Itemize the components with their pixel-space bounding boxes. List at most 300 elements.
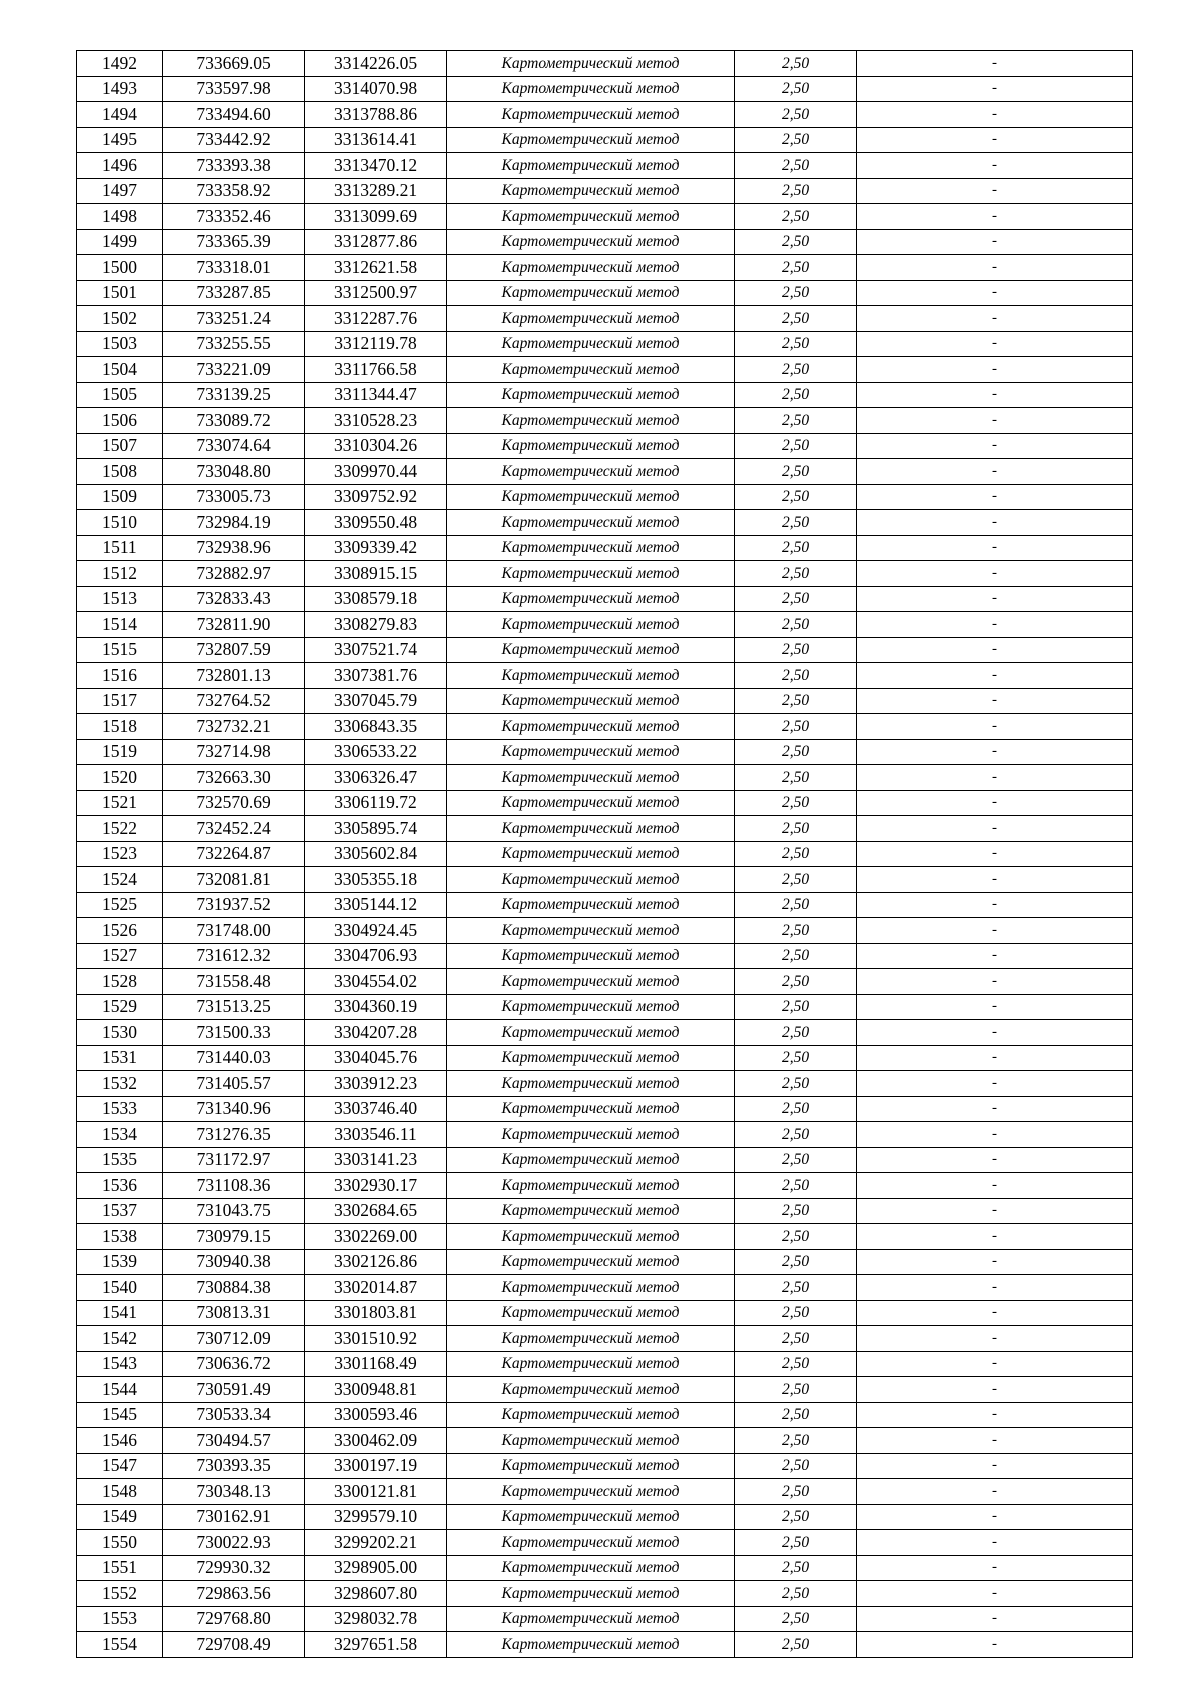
accuracy-cell: 2,50 bbox=[735, 790, 857, 816]
note-cell: - bbox=[857, 816, 1133, 842]
table-row bbox=[77, 1555, 1133, 1581]
point-number-cell: 1496 bbox=[77, 153, 163, 179]
accuracy-cell: 2,50 bbox=[735, 1071, 857, 1097]
method-cell: Картометрический метод bbox=[447, 1428, 735, 1454]
note-cell: - bbox=[857, 535, 1133, 561]
x-coordinate-cell: 731558.48 bbox=[163, 969, 305, 995]
method-cell: Картометрический метод bbox=[447, 1632, 735, 1658]
method-cell: Картометрический метод bbox=[447, 1555, 735, 1581]
accuracy-cell: 2,50 bbox=[735, 1555, 857, 1581]
note-cell: - bbox=[857, 1428, 1133, 1454]
method-cell: Картометрический метод bbox=[447, 331, 735, 357]
note-cell: - bbox=[857, 714, 1133, 740]
point-number-cell: 1524 bbox=[77, 867, 163, 893]
accuracy-cell: 2,50 bbox=[735, 1045, 857, 1071]
table-row bbox=[77, 178, 1133, 204]
x-coordinate-cell: 731748.00 bbox=[163, 918, 305, 944]
x-coordinate-cell: 733365.39 bbox=[163, 229, 305, 255]
y-coordinate-cell: 3307045.79 bbox=[305, 688, 447, 714]
method-cell: Картометрический метод bbox=[447, 459, 735, 485]
note-cell: - bbox=[857, 1632, 1133, 1658]
method-cell: Картометрический метод bbox=[447, 663, 735, 689]
accuracy-cell: 2,50 bbox=[735, 153, 857, 179]
note-cell: - bbox=[857, 943, 1133, 969]
x-coordinate-cell: 733287.85 bbox=[163, 280, 305, 306]
point-number-cell: 1552 bbox=[77, 1581, 163, 1607]
point-number-cell: 1508 bbox=[77, 459, 163, 485]
table-row bbox=[77, 1275, 1133, 1301]
note-cell: - bbox=[857, 510, 1133, 536]
y-coordinate-cell: 3299202.21 bbox=[305, 1530, 447, 1556]
x-coordinate-cell: 732570.69 bbox=[163, 790, 305, 816]
method-cell: Картометрический метод bbox=[447, 739, 735, 765]
note-cell: - bbox=[857, 204, 1133, 230]
note-cell: - bbox=[857, 688, 1133, 714]
x-coordinate-cell: 732764.52 bbox=[163, 688, 305, 714]
point-number-cell: 1498 bbox=[77, 204, 163, 230]
method-cell: Картометрический метод bbox=[447, 1096, 735, 1122]
x-coordinate-cell: 730636.72 bbox=[163, 1351, 305, 1377]
point-number-cell: 1515 bbox=[77, 637, 163, 663]
point-number-cell: 1554 bbox=[77, 1632, 163, 1658]
method-cell: Картометрический метод bbox=[447, 178, 735, 204]
y-coordinate-cell: 3300462.09 bbox=[305, 1428, 447, 1454]
accuracy-cell: 2,50 bbox=[735, 459, 857, 485]
x-coordinate-cell: 733048.80 bbox=[163, 459, 305, 485]
note-cell: - bbox=[857, 459, 1133, 485]
y-coordinate-cell: 3303141.23 bbox=[305, 1147, 447, 1173]
accuracy-cell: 2,50 bbox=[735, 280, 857, 306]
method-cell: Картометрический метод bbox=[447, 765, 735, 791]
y-coordinate-cell: 3305895.74 bbox=[305, 816, 447, 842]
table-row bbox=[77, 612, 1133, 638]
accuracy-cell: 2,50 bbox=[735, 1606, 857, 1632]
point-number-cell: 1514 bbox=[77, 612, 163, 638]
method-cell: Картометрический метод bbox=[447, 306, 735, 332]
table-row bbox=[77, 1606, 1133, 1632]
point-number-cell: 1528 bbox=[77, 969, 163, 995]
x-coordinate-cell: 732984.19 bbox=[163, 510, 305, 536]
table-row bbox=[77, 510, 1133, 536]
accuracy-cell: 2,50 bbox=[735, 229, 857, 255]
point-number-cell: 1497 bbox=[77, 178, 163, 204]
y-coordinate-cell: 3304045.76 bbox=[305, 1045, 447, 1071]
y-coordinate-cell: 3313788.86 bbox=[305, 102, 447, 128]
x-coordinate-cell: 732807.59 bbox=[163, 637, 305, 663]
table-row bbox=[77, 663, 1133, 689]
method-cell: Картометрический метод bbox=[447, 1275, 735, 1301]
point-number-cell: 1505 bbox=[77, 382, 163, 408]
note-cell: - bbox=[857, 153, 1133, 179]
note-cell: - bbox=[857, 1096, 1133, 1122]
accuracy-cell: 2,50 bbox=[735, 255, 857, 281]
note-cell: - bbox=[857, 867, 1133, 893]
point-number-cell: 1548 bbox=[77, 1479, 163, 1505]
accuracy-cell: 2,50 bbox=[735, 765, 857, 791]
y-coordinate-cell: 3302930.17 bbox=[305, 1173, 447, 1199]
y-coordinate-cell: 3305144.12 bbox=[305, 892, 447, 918]
point-number-cell: 1493 bbox=[77, 76, 163, 102]
accuracy-cell: 2,50 bbox=[735, 484, 857, 510]
table-row bbox=[77, 102, 1133, 128]
y-coordinate-cell: 3309339.42 bbox=[305, 535, 447, 561]
accuracy-cell: 2,50 bbox=[735, 51, 857, 77]
x-coordinate-cell: 733255.55 bbox=[163, 331, 305, 357]
point-number-cell: 1551 bbox=[77, 1555, 163, 1581]
table-row bbox=[77, 357, 1133, 383]
y-coordinate-cell: 3310304.26 bbox=[305, 433, 447, 459]
note-cell: - bbox=[857, 1020, 1133, 1046]
y-coordinate-cell: 3304360.19 bbox=[305, 994, 447, 1020]
accuracy-cell: 2,50 bbox=[735, 1326, 857, 1352]
point-number-cell: 1541 bbox=[77, 1300, 163, 1326]
note-cell: - bbox=[857, 1504, 1133, 1530]
x-coordinate-cell: 731937.52 bbox=[163, 892, 305, 918]
accuracy-cell: 2,50 bbox=[735, 1479, 857, 1505]
note-cell: - bbox=[857, 357, 1133, 383]
point-number-cell: 1520 bbox=[77, 765, 163, 791]
accuracy-cell: 2,50 bbox=[735, 535, 857, 561]
note-cell: - bbox=[857, 994, 1133, 1020]
point-number-cell: 1517 bbox=[77, 688, 163, 714]
point-number-cell: 1532 bbox=[77, 1071, 163, 1097]
point-number-cell: 1526 bbox=[77, 918, 163, 944]
table-row bbox=[77, 765, 1133, 791]
point-number-cell: 1523 bbox=[77, 841, 163, 867]
y-coordinate-cell: 3310528.23 bbox=[305, 408, 447, 434]
x-coordinate-cell: 730979.15 bbox=[163, 1224, 305, 1250]
accuracy-cell: 2,50 bbox=[735, 1428, 857, 1454]
method-cell: Картометрический метод bbox=[447, 484, 735, 510]
x-coordinate-cell: 731043.75 bbox=[163, 1198, 305, 1224]
method-cell: Картометрический метод bbox=[447, 586, 735, 612]
point-number-cell: 1538 bbox=[77, 1224, 163, 1250]
table-row bbox=[77, 484, 1133, 510]
method-cell: Картометрический метод bbox=[447, 867, 735, 893]
table-row bbox=[77, 51, 1133, 77]
method-cell: Картометрический метод bbox=[447, 1249, 735, 1275]
point-number-cell: 1547 bbox=[77, 1453, 163, 1479]
method-cell: Картометрический метод bbox=[447, 637, 735, 663]
note-cell: - bbox=[857, 382, 1133, 408]
point-number-cell: 1492 bbox=[77, 51, 163, 77]
y-coordinate-cell: 3314070.98 bbox=[305, 76, 447, 102]
accuracy-cell: 2,50 bbox=[735, 102, 857, 128]
note-cell: - bbox=[857, 331, 1133, 357]
point-number-cell: 1519 bbox=[77, 739, 163, 765]
x-coordinate-cell: 729708.49 bbox=[163, 1632, 305, 1658]
note-cell: - bbox=[857, 561, 1133, 587]
y-coordinate-cell: 3298607.80 bbox=[305, 1581, 447, 1607]
method-cell: Картометрический метод bbox=[447, 714, 735, 740]
point-number-cell: 1522 bbox=[77, 816, 163, 842]
table-row bbox=[77, 969, 1133, 995]
x-coordinate-cell: 731108.36 bbox=[163, 1173, 305, 1199]
note-cell: - bbox=[857, 1351, 1133, 1377]
table-row bbox=[77, 790, 1133, 816]
x-coordinate-cell: 730393.35 bbox=[163, 1453, 305, 1479]
table-row bbox=[77, 76, 1133, 102]
point-number-cell: 1533 bbox=[77, 1096, 163, 1122]
y-coordinate-cell: 3308579.18 bbox=[305, 586, 447, 612]
accuracy-cell: 2,50 bbox=[735, 841, 857, 867]
note-cell: - bbox=[857, 1198, 1133, 1224]
note-cell: - bbox=[857, 1530, 1133, 1556]
note-cell: - bbox=[857, 1453, 1133, 1479]
accuracy-cell: 2,50 bbox=[735, 382, 857, 408]
table-row bbox=[77, 637, 1133, 663]
table-row bbox=[77, 408, 1133, 434]
table-row bbox=[77, 433, 1133, 459]
y-coordinate-cell: 3304207.28 bbox=[305, 1020, 447, 1046]
y-coordinate-cell: 3308915.15 bbox=[305, 561, 447, 587]
method-cell: Картометрический метод bbox=[447, 1606, 735, 1632]
table-row bbox=[77, 1428, 1133, 1454]
table-row bbox=[77, 306, 1133, 332]
table-row bbox=[77, 459, 1133, 485]
x-coordinate-cell: 730884.38 bbox=[163, 1275, 305, 1301]
method-cell: Картометрический метод bbox=[447, 510, 735, 536]
table-row bbox=[77, 994, 1133, 1020]
note-cell: - bbox=[857, 127, 1133, 153]
table-row bbox=[77, 688, 1133, 714]
x-coordinate-cell: 733005.73 bbox=[163, 484, 305, 510]
method-cell: Картометрический метод bbox=[447, 229, 735, 255]
y-coordinate-cell: 3311766.58 bbox=[305, 357, 447, 383]
point-number-cell: 1542 bbox=[77, 1326, 163, 1352]
table-row bbox=[77, 1173, 1133, 1199]
accuracy-cell: 2,50 bbox=[735, 994, 857, 1020]
method-cell: Картометрический метод bbox=[447, 1045, 735, 1071]
method-cell: Картометрический метод bbox=[447, 382, 735, 408]
point-number-cell: 1513 bbox=[77, 586, 163, 612]
method-cell: Картометрический метод bbox=[447, 1020, 735, 1046]
y-coordinate-cell: 3300121.81 bbox=[305, 1479, 447, 1505]
x-coordinate-cell: 733393.38 bbox=[163, 153, 305, 179]
y-coordinate-cell: 3312119.78 bbox=[305, 331, 447, 357]
x-coordinate-cell: 732882.97 bbox=[163, 561, 305, 587]
point-number-cell: 1539 bbox=[77, 1249, 163, 1275]
x-coordinate-cell: 731172.97 bbox=[163, 1147, 305, 1173]
note-cell: - bbox=[857, 1402, 1133, 1428]
point-number-cell: 1544 bbox=[77, 1377, 163, 1403]
x-coordinate-cell: 733494.60 bbox=[163, 102, 305, 128]
accuracy-cell: 2,50 bbox=[735, 1147, 857, 1173]
x-coordinate-cell: 733318.01 bbox=[163, 255, 305, 281]
table-row bbox=[77, 1504, 1133, 1530]
x-coordinate-cell: 733352.46 bbox=[163, 204, 305, 230]
x-coordinate-cell: 731500.33 bbox=[163, 1020, 305, 1046]
accuracy-cell: 2,50 bbox=[735, 714, 857, 740]
y-coordinate-cell: 3312877.86 bbox=[305, 229, 447, 255]
table-row bbox=[77, 1581, 1133, 1607]
y-coordinate-cell: 3307521.74 bbox=[305, 637, 447, 663]
x-coordinate-cell: 730162.91 bbox=[163, 1504, 305, 1530]
method-cell: Картометрический метод bbox=[447, 433, 735, 459]
x-coordinate-cell: 730712.09 bbox=[163, 1326, 305, 1352]
y-coordinate-cell: 3312500.97 bbox=[305, 280, 447, 306]
x-coordinate-cell: 730813.31 bbox=[163, 1300, 305, 1326]
note-cell: - bbox=[857, 969, 1133, 995]
y-coordinate-cell: 3313614.41 bbox=[305, 127, 447, 153]
accuracy-cell: 2,50 bbox=[735, 586, 857, 612]
x-coordinate-cell: 732264.87 bbox=[163, 841, 305, 867]
accuracy-cell: 2,50 bbox=[735, 408, 857, 434]
y-coordinate-cell: 3306326.47 bbox=[305, 765, 447, 791]
note-cell: - bbox=[857, 790, 1133, 816]
point-number-cell: 1507 bbox=[77, 433, 163, 459]
note-cell: - bbox=[857, 1173, 1133, 1199]
point-number-cell: 1500 bbox=[77, 255, 163, 281]
table-row bbox=[77, 714, 1133, 740]
note-cell: - bbox=[857, 280, 1133, 306]
accuracy-cell: 2,50 bbox=[735, 1096, 857, 1122]
method-cell: Картометрический метод bbox=[447, 1402, 735, 1428]
note-cell: - bbox=[857, 433, 1133, 459]
table-row bbox=[77, 841, 1133, 867]
table-row bbox=[77, 1224, 1133, 1250]
y-coordinate-cell: 3300197.19 bbox=[305, 1453, 447, 1479]
method-cell: Картометрический метод bbox=[447, 1173, 735, 1199]
x-coordinate-cell: 732452.24 bbox=[163, 816, 305, 842]
method-cell: Картометрический метод bbox=[447, 1071, 735, 1097]
point-number-cell: 1506 bbox=[77, 408, 163, 434]
table-row bbox=[77, 561, 1133, 587]
y-coordinate-cell: 3309970.44 bbox=[305, 459, 447, 485]
y-coordinate-cell: 3300593.46 bbox=[305, 1402, 447, 1428]
y-coordinate-cell: 3309752.92 bbox=[305, 484, 447, 510]
y-coordinate-cell: 3300948.81 bbox=[305, 1377, 447, 1403]
table-row bbox=[77, 1147, 1133, 1173]
point-number-cell: 1550 bbox=[77, 1530, 163, 1556]
x-coordinate-cell: 730348.13 bbox=[163, 1479, 305, 1505]
x-coordinate-cell: 732663.30 bbox=[163, 765, 305, 791]
y-coordinate-cell: 3313470.12 bbox=[305, 153, 447, 179]
note-cell: - bbox=[857, 1275, 1133, 1301]
table-row bbox=[77, 535, 1133, 561]
table-row bbox=[77, 1020, 1133, 1046]
x-coordinate-cell: 731440.03 bbox=[163, 1045, 305, 1071]
accuracy-cell: 2,50 bbox=[735, 918, 857, 944]
coordinates-table-body bbox=[77, 51, 1133, 1658]
table-row bbox=[77, 1479, 1133, 1505]
method-cell: Картометрический метод bbox=[447, 1504, 735, 1530]
method-cell: Картометрический метод bbox=[447, 1377, 735, 1403]
note-cell: - bbox=[857, 765, 1133, 791]
point-number-cell: 1502 bbox=[77, 306, 163, 332]
method-cell: Картометрический метод bbox=[447, 790, 735, 816]
table-row bbox=[77, 918, 1133, 944]
table-row bbox=[77, 1045, 1133, 1071]
point-number-cell: 1516 bbox=[77, 663, 163, 689]
method-cell: Картометрический метод bbox=[447, 280, 735, 306]
method-cell: Картометрический метод bbox=[447, 204, 735, 230]
accuracy-cell: 2,50 bbox=[735, 1224, 857, 1250]
accuracy-cell: 2,50 bbox=[735, 1351, 857, 1377]
x-coordinate-cell: 730940.38 bbox=[163, 1249, 305, 1275]
accuracy-cell: 2,50 bbox=[735, 1275, 857, 1301]
note-cell: - bbox=[857, 1224, 1133, 1250]
method-cell: Картометрический метод bbox=[447, 918, 735, 944]
table-row bbox=[77, 280, 1133, 306]
x-coordinate-cell: 729768.80 bbox=[163, 1606, 305, 1632]
accuracy-cell: 2,50 bbox=[735, 1020, 857, 1046]
method-cell: Картометрический метод bbox=[447, 127, 735, 153]
y-coordinate-cell: 3302126.86 bbox=[305, 1249, 447, 1275]
note-cell: - bbox=[857, 76, 1133, 102]
accuracy-cell: 2,50 bbox=[735, 739, 857, 765]
note-cell: - bbox=[857, 1071, 1133, 1097]
y-coordinate-cell: 3301168.49 bbox=[305, 1351, 447, 1377]
x-coordinate-cell: 731513.25 bbox=[163, 994, 305, 1020]
point-number-cell: 1511 bbox=[77, 535, 163, 561]
y-coordinate-cell: 3298905.00 bbox=[305, 1555, 447, 1581]
y-coordinate-cell: 3306533.22 bbox=[305, 739, 447, 765]
table-row bbox=[77, 892, 1133, 918]
y-coordinate-cell: 3314226.05 bbox=[305, 51, 447, 77]
note-cell: - bbox=[857, 612, 1133, 638]
x-coordinate-cell: 730494.57 bbox=[163, 1428, 305, 1454]
table-row bbox=[77, 127, 1133, 153]
note-cell: - bbox=[857, 637, 1133, 663]
y-coordinate-cell: 3306119.72 bbox=[305, 790, 447, 816]
point-number-cell: 1540 bbox=[77, 1275, 163, 1301]
table-row bbox=[77, 943, 1133, 969]
method-cell: Картометрический метод bbox=[447, 408, 735, 434]
point-number-cell: 1536 bbox=[77, 1173, 163, 1199]
x-coordinate-cell: 729930.32 bbox=[163, 1555, 305, 1581]
accuracy-cell: 2,50 bbox=[735, 127, 857, 153]
note-cell: - bbox=[857, 408, 1133, 434]
table-row bbox=[77, 1198, 1133, 1224]
x-coordinate-cell: 731340.96 bbox=[163, 1096, 305, 1122]
table-row bbox=[77, 204, 1133, 230]
y-coordinate-cell: 3302014.87 bbox=[305, 1275, 447, 1301]
method-cell: Картометрический метод bbox=[447, 1326, 735, 1352]
accuracy-cell: 2,50 bbox=[735, 1198, 857, 1224]
x-coordinate-cell: 733358.92 bbox=[163, 178, 305, 204]
table-row bbox=[77, 1377, 1133, 1403]
table-row bbox=[77, 331, 1133, 357]
x-coordinate-cell: 733669.05 bbox=[163, 51, 305, 77]
method-cell: Картометрический метод bbox=[447, 153, 735, 179]
x-coordinate-cell: 733074.64 bbox=[163, 433, 305, 459]
method-cell: Картометрический метод bbox=[447, 943, 735, 969]
point-number-cell: 1546 bbox=[77, 1428, 163, 1454]
table-row bbox=[77, 1402, 1133, 1428]
method-cell: Картометрический метод bbox=[447, 892, 735, 918]
note-cell: - bbox=[857, 1606, 1133, 1632]
note-cell: - bbox=[857, 841, 1133, 867]
method-cell: Картометрический метод bbox=[447, 255, 735, 281]
y-coordinate-cell: 3311344.47 bbox=[305, 382, 447, 408]
table-row bbox=[77, 1530, 1133, 1556]
accuracy-cell: 2,50 bbox=[735, 943, 857, 969]
point-number-cell: 1535 bbox=[77, 1147, 163, 1173]
x-coordinate-cell: 733442.92 bbox=[163, 127, 305, 153]
note-cell: - bbox=[857, 918, 1133, 944]
note-cell: - bbox=[857, 102, 1133, 128]
x-coordinate-cell: 732081.81 bbox=[163, 867, 305, 893]
accuracy-cell: 2,50 bbox=[735, 331, 857, 357]
point-number-cell: 1518 bbox=[77, 714, 163, 740]
x-coordinate-cell: 729863.56 bbox=[163, 1581, 305, 1607]
x-coordinate-cell: 731612.32 bbox=[163, 943, 305, 969]
y-coordinate-cell: 3312621.58 bbox=[305, 255, 447, 281]
accuracy-cell: 2,50 bbox=[735, 510, 857, 536]
note-cell: - bbox=[857, 484, 1133, 510]
y-coordinate-cell: 3301510.92 bbox=[305, 1326, 447, 1352]
